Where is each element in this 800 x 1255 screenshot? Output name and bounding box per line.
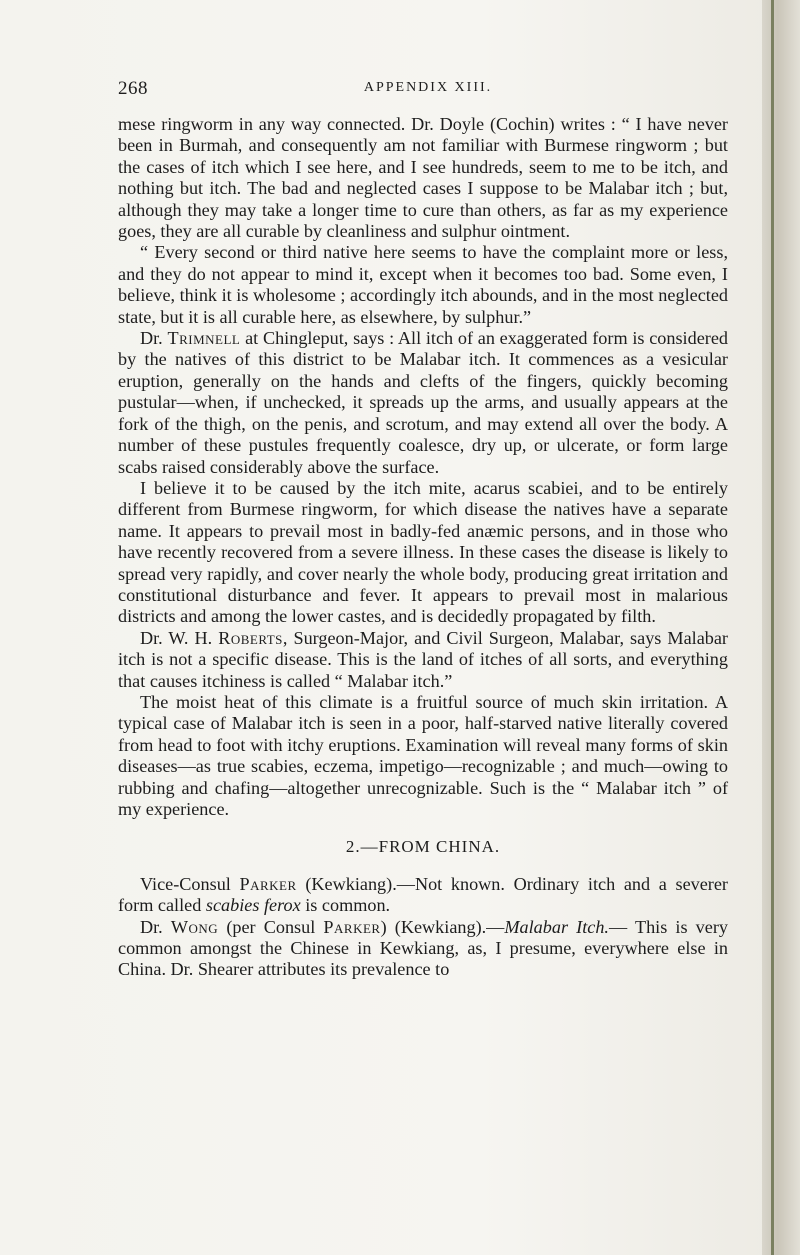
author-name: Roberts <box>218 627 283 648</box>
paragraph-text: at Chingleput, says : All itch of an exaggerated form is considered by the natives of this district to be Malabar itch. It commences as a vesicular eruption, generally on the hands and clefts of the fingers, quickly becoming pustular—when, if unchecked, it spreads up the arms, and usually appears at the fork of the thigh, on the penis, and scrotum, and may extend all over the body. A number of these pustules frequently coalesce, dry up, or ulcerate, or form large scabs raised considerably above the surface. <box>118 328 728 477</box>
paragraph-text: (Kewkiang).—Not known. Ordinary itch and a severer form called <box>118 873 728 916</box>
paragraph <box>118 874 728 917</box>
name-prefix: Dr. W. H. <box>140 627 219 648</box>
page-body <box>118 114 728 981</box>
author-name: Trimnell <box>167 328 241 349</box>
paragraph <box>118 328 728 478</box>
paragraph-text: ) (Kewkiang).— <box>380 916 505 937</box>
paragraph-text-mid: (per Consul <box>218 916 324 937</box>
paragraph <box>118 628 728 692</box>
italic-term: scabies ferox <box>205 895 301 916</box>
title-prefix: Vice-Consul <box>140 873 240 894</box>
paragraph-text-after: is common. <box>300 895 391 916</box>
page-header <box>118 78 738 106</box>
paragraph: mese ringworm in any way connected. Dr. Doyle (Cochin) writes : “ I have never been in Burmah, and consequently am not familiar with Burmese ringworm ; but the cases of itch which I see here, and I see hundreds, seem to me to be itch, and nothing but itch. The bad and neglected cases I suppose to be Malabar itch ; but, although they may take a longer time to cure than others, as far as my experience goes, they are all curable by cleanliness and sulphur ointment. <box>118 114 728 242</box>
paragraph: “ Every second or third native here seems to have the complaint more or less, and they do not appear to mind it, except when it becomes too bad. Some even, I believe, think it is wholesome ; accordingly itch abounds, and in the most neglected state, but it is all curable here, as elsewhere, by sulphur.” <box>118 242 728 327</box>
section-heading <box>118 836 728 857</box>
binding-edge-line <box>771 0 774 1255</box>
author-name: Parker <box>239 873 297 894</box>
paragraph-text: , Surgeon-Major, and Civil Surgeon, Malabar, says Malabar itch is not a specific disease. This is the land of itches of all sorts, and everything that causes itchiness is called “ Malabar itch.” <box>118 627 728 691</box>
name-prefix: Dr. <box>140 328 168 349</box>
name-prefix: Dr. <box>140 916 171 937</box>
paragraph: The moist heat of this climate is a fruitful source of much skin irritation. A typical case of Malabar itch is seen in a poor, half-starved native literally covered from head to foot with itchy eruptions. Examination will reveal many forms of skin diseases—as true scabies, eczema, impetigo—recognizable ; and much—owing to rubbing and chafing—altogether unrecognizable. Such is the “ Malabar itch ” of my experience. <box>118 691 728 819</box>
section-heading-text: 2.—FROM CHINA. <box>345 837 501 857</box>
author-name-2: Parker <box>323 916 381 937</box>
running-head: APPENDIX XIII. <box>363 80 493 95</box>
paragraph-text-after: — This is very common amongst the Chinese in Kewkiang, as, I presume, everywhere else in China. Dr. Shearer attributes its prevalence to <box>118 916 728 980</box>
paragraph: I believe it to be caused by the itch mite, acarus scabiei, and to be entirely different from Burmese ringworm, for which disease the natives have a separate name. It appears to prevail most in badly-fed anæmic persons, and in those who have recently recovered from a severe illness. In these cases the disease is likely to spread very rapidly, and cover nearly the whole body, producing great irritation and constitutional disturbance and fever. It appears to prevail most in malarious districts and among the lower castes, and is decidedly propagated by filth. <box>118 477 728 627</box>
page-number: 268 <box>118 78 148 99</box>
paragraph <box>118 917 728 981</box>
book-spine-edge <box>762 0 800 1255</box>
italic-term: Malabar Itch. <box>504 916 609 937</box>
author-name: Wong <box>170 916 219 937</box>
